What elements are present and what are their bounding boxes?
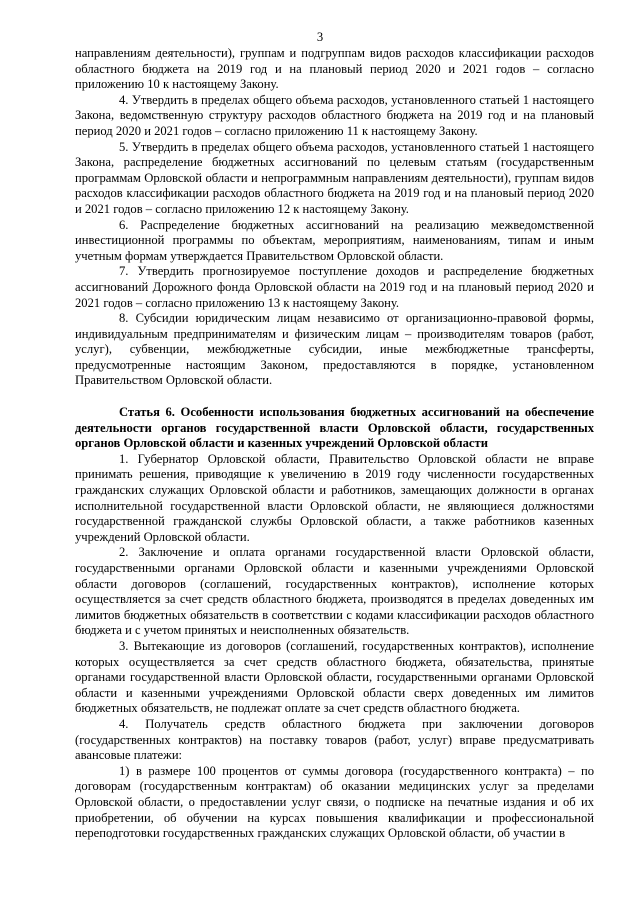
section-spacer <box>75 389 594 405</box>
article-6-paragraph-1: 1. Губернатор Орловской области, Правительство Орловской области не вправе принимать решения, приводящие к увеличению в 2019 году численности государственных гражданских служащих Орловской области и работников, замещающих должности в органах исполнительной государственной власти Орловской области, не являющиеся должностями государственной гражданской службы Орловской области, а также работников казенных учреждений Орловской области. <box>75 451 594 544</box>
article-6-paragraph-3: 3. Вытекающие из договоров (соглашений, государственных контрактов), исполнение которых осуществляется за счет средств областного бюджета, обязательства, принятые органами государственной власти Орловской области, государственными органами Орловской области и казенными учреждениями Орловской области сверх доведенных им лимитов бюджетных обязательств, не подлежат оплате за счет средств областного бюджета. <box>75 638 594 716</box>
paragraph-item-8: 8. Субсидии юридическим лицам независимо от организационно-правовой формы, индивидуальным предпринимателям и физическим лицам – производителям товаров (работ, услуг), субвенции, межбюджетные субсидии, иные межбюджетные трансферты, предусмотренные настоящим Законом, предоставляются в порядке, установленном Правительством Орловской области. <box>75 311 594 388</box>
document-body <box>75 46 594 842</box>
paragraph-item-5: 5. Утвердить в пределах общего объема расходов, установленного статьей 1 настоящего Закона, распределение бюджетных ассигнований по целевым статьям (государственным программам Орловской области и непрограммным направлениям деятельности), группам видов расходов классификации расходов областного бюджета на 2019 год и на плановый период 2020 и 2021 годов – согласно приложению 12 к настоящему Закону. <box>75 139 594 216</box>
article-6-heading: Статья 6. Особенности использования бюджетных ассигнований на обеспечение деятельности органов государственной власти Орловской области, государственных органов Орловской области и казенных учреждений Орловской области <box>75 405 594 451</box>
article-6-paragraph-2: 2. Заключение и оплата органами государственной власти Орловской области, государственными органами Орловской области и казенными учреждениями Орловской области договоров (соглашений, государственных контрактов), исполнение которых осуществляется за счет средств областного бюджета, производятся в пределах доведенных им лимитов бюджетных обязательств в соответствии с кодами классификации расходов областного бюджета и с учетом принятых и неисполненных обязательств. <box>75 545 594 638</box>
paragraph-item-6: 6. Распределение бюджетных ассигнований на реализацию межведомственной инвестиционной программы по объектам, мероприятиям, наименованиям, типам и иным учетным формам утверждается Правительством Орловской области. <box>75 217 594 263</box>
paragraph-item-4: 4. Утвердить в пределах общего объема расходов, установленного статьей 1 настоящего Закона, ведомственную структуру расходов областного бюджета на 2019 год и на плановый период 2020 и 2021 годов – согласно приложению 11 к настоящему Закону. <box>75 92 594 138</box>
article-6-subitem-1: 1) в размере 100 процентов от суммы договора (государственного контракта) – по договорам (государственным контрактам) об оказании медицинских услуг за пределами Орловской области, о предоставлении услуг связи, о подписке на печатные издания и об их приобретении, об обучении на курсах повышения квалификации и профессиональной переподготовки государственных гражданских служащих Орловской области, об участии в <box>75 763 594 841</box>
article-6-paragraph-4: 4. Получатель средств областного бюджета при заключении договоров (государственных контрактов) на поставку товаров (работ, услуг) вправе предусматривать авансовые платежи: <box>75 716 594 763</box>
paragraph-continuation: направлениям деятельности), группам и подгруппам видов расходов классификации расходов областного бюджета на 2019 год и на плановый период 2020 и 2021 годов – согласно приложению 10 к настоящему Закону. <box>75 46 594 92</box>
paragraph-item-7: 7. Утвердить прогнозируемое поступление доходов и распределение бюджетных ассигнований Дорожного фонда Орловской области на 2019 год и на плановый период 2020 и 2021 годов – согласно приложению 13 к настоящему Закону. <box>75 264 594 310</box>
page-number: 3 <box>316 30 324 44</box>
